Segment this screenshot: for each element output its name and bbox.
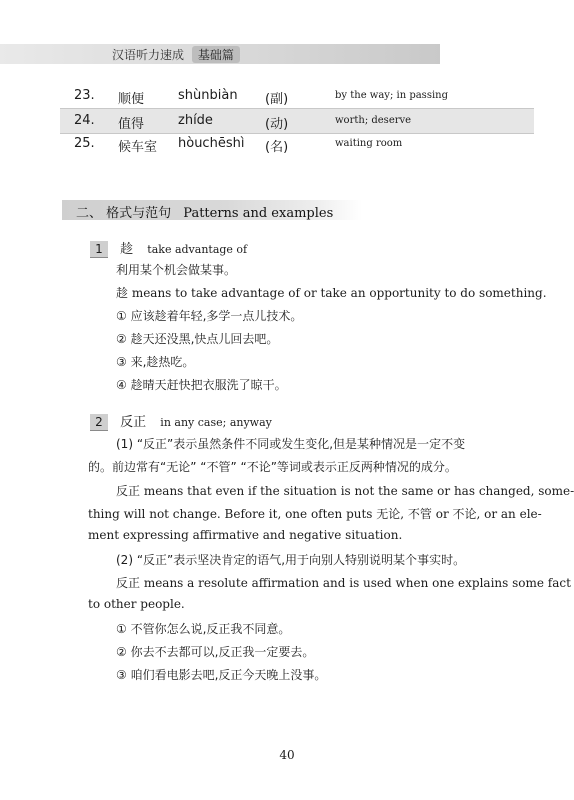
vocab-number: 24. [74,113,95,128]
running-header [112,46,240,63]
vocab-number: 25. [74,136,95,151]
vocab-pinyin: hòuchēshì [178,136,245,151]
page-number: 40 [279,748,295,762]
vocab-hanzi: 顺便 [118,92,145,107]
pattern-keyword-english: take advantage of [147,243,248,256]
example-sentence: ③ 来,趁热吃。 [116,355,195,369]
vocab-pos: (名) [265,140,289,155]
vocab-english: by the way; in passing [335,90,448,101]
section-title-en: Patterns and examples [183,206,334,221]
vocab-pos: (动) [265,117,289,132]
example-sentence: ① 不管你怎么说,反正我不同意。 [116,622,291,636]
example-sentence: ③ 咱们看电影去吧,反正今天晚上没事。 [116,668,327,682]
usage-note-en: 反正 means a resolute affirmation and is used when one explains some fact [116,576,571,590]
example-sentence: ② 趁天还没黑,快点儿回去吧。 [116,332,279,346]
vocab-english: worth; deserve [335,115,412,126]
section-heading [76,202,333,221]
vocab-row [60,84,534,108]
vocab-pinyin: zhíde [178,113,213,128]
example-sentence: ① 应该趁着年轻,多学一点儿技术。 [116,309,303,323]
pattern-explanation-cn: 利用某个机会做某事。 [116,263,237,277]
book-subtitle: 基础篇 [192,46,240,63]
example-sentence: ② 你去不去都可以,反正我一定要去。 [116,645,315,659]
usage-note-en: thing will not change. Before it, one often puts 无论, 不管 or 不论, or an ele- [88,507,542,521]
pattern-number-box: 2 [90,414,108,431]
pattern-number-box: 1 [90,241,108,258]
pattern-explanation-en: 趁 means to take advantage of or take an opportunity to do something. [116,286,547,300]
vocab-pinyin: shùnbiàn [178,88,238,103]
usage-note-cn: (2) “反正”表示坚决肯定的语气,用于向别人特别说明某个事实时。 [116,553,466,567]
vocab-row [60,132,534,156]
pattern-keyword: 趁 [120,242,134,257]
usage-note-cn: (1) “反正”表示虽然条件不同或发生变化,但是某种情况是一定不变 [116,437,466,451]
pattern-keyword: 反正 [120,415,147,430]
vocab-number: 23. [74,88,95,103]
book-title: 汉语听力速成 [112,48,185,62]
vocab-hanzi: 候车室 [118,140,158,155]
vocab-english: waiting room [335,138,403,149]
usage-note-en: 反正 means that even if the situation is not the same or has changed, some- [116,484,574,498]
pattern-keyword-english: in any case; anyway [160,416,272,429]
usage-note-en: ment expressing affirmative and negative situation. [88,528,403,542]
pattern-heading [90,238,247,258]
usage-note-cn: 的。前边常有“无论” “不管” “不论”等词或表示正反两种情况的成分。 [88,460,457,474]
usage-note-en: to other people. [88,597,185,611]
example-sentence: ④ 趁晴天赶快把衣服洗了晾干。 [116,378,287,392]
vocab-hanzi: 值得 [118,117,145,132]
pattern-heading [90,411,272,431]
section-title-cn: 二、 格式与范句 [76,206,172,221]
vocab-pos: (副) [265,92,289,107]
vocab-row [60,108,534,134]
